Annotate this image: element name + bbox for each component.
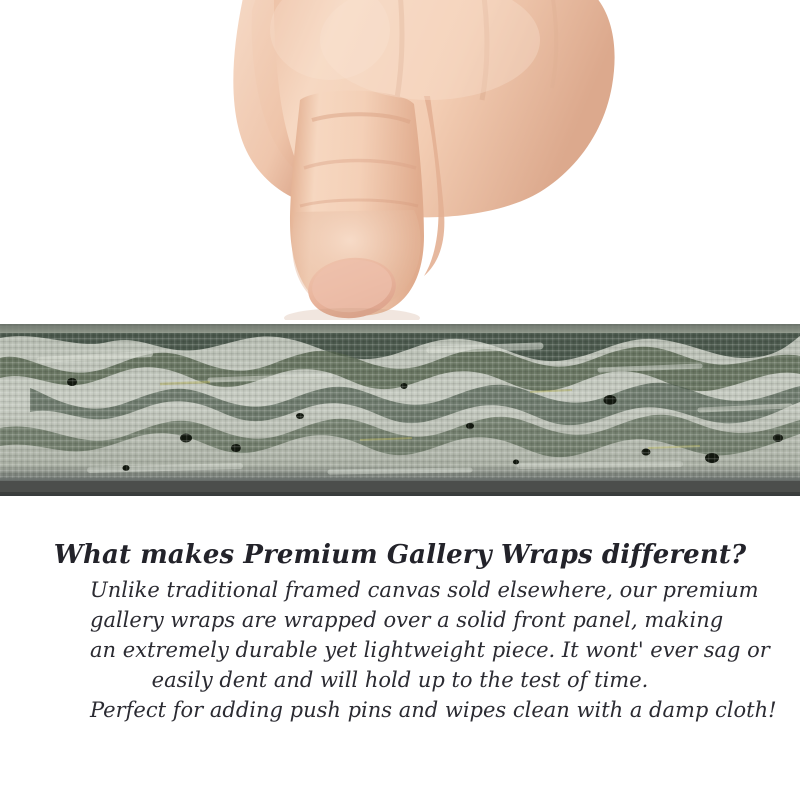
hand-illustration: [0, 0, 800, 322]
caption-line: Perfect for adding push pins and wipes clean with a damp cloth!: [90, 698, 777, 722]
caption-body: [90, 575, 777, 725]
caption-line: an extremely durable yet lightweight piece. It wont' ever sag or: [90, 638, 770, 662]
canvas-edge-strip: [0, 320, 800, 503]
caption-block: [0, 540, 800, 725]
caption-line: Unlike traditional framed canvas sold elsewhere, our premium: [90, 578, 759, 602]
canvas-texture: [0, 320, 800, 503]
strip-bottom-edge: [0, 480, 800, 494]
caption-line: gallery wraps are wrapped over a solid front panel, making: [90, 608, 724, 632]
strip-top-edge: [0, 324, 800, 333]
caption-line: easily dent and will hold up to the test of time.: [151, 668, 649, 692]
hand-photo-region: [0, 0, 800, 322]
caption-heading: What makes Premium Gallery Wraps different?: [53, 540, 747, 570]
